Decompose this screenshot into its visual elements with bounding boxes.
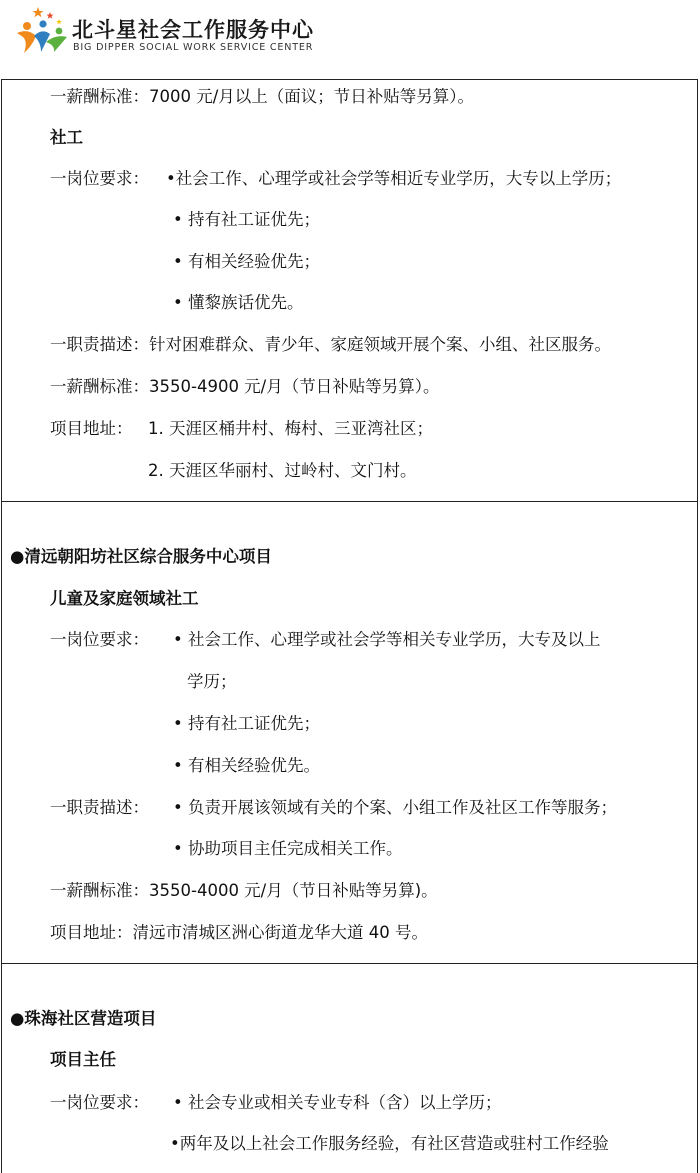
salary-line: 一薪酬标准：3550-4900 元/月（节日补贴等另算）。 <box>50 377 440 396</box>
role-title: 项目主任 <box>50 1050 116 1069</box>
project-title: ●珠海社区营造项目 <box>10 1009 157 1028</box>
requirement-item: •两年及以上社会工作服务经验，有社区营造或驻村工作经验 <box>170 1134 609 1153</box>
requirement-item: • 社会工作、心理学或社会学等相关专业学历，大专及以上 <box>173 630 601 649</box>
requirement-item: • 有相关经验优先。 <box>173 756 320 775</box>
requirement-item: •社会工作、心理学或社会学等相近专业学历，大专以上学历； <box>166 169 622 188</box>
duty-label: 一职责描述： <box>50 798 149 817</box>
big-dipper-logo-icon <box>14 6 70 56</box>
requirement-label: 一岗位要求： <box>50 169 149 188</box>
requirement-item-cont: 学历； <box>187 672 237 691</box>
page-header <box>0 0 700 78</box>
requirement-item: • 社会专业或相关专业专科（含）以上学历； <box>173 1093 502 1112</box>
address-line: 项目地址：清远市清城区洲心街道龙华大道 40 号。 <box>50 923 428 942</box>
project-title: ●清远朝阳坊社区综合服务中心项目 <box>10 547 272 566</box>
address-item: 1. 天涯区桶井村、梅村、三亚湾社区； <box>148 419 433 438</box>
requirement-item: • 有相关经验优先； <box>173 252 320 271</box>
address-label: 项目地址： <box>50 419 133 438</box>
prev-salary-line: 一薪酬标准：7000 元/月以上（面议；节日补贴等另算）。 <box>50 87 475 106</box>
role-title: 社工 <box>50 128 83 147</box>
duty-line: 一职责描述：针对困难群众、青少年、家庭领域开展个案、小组、社区服务。 <box>50 335 611 354</box>
requirement-item: • 懂黎族话优先。 <box>173 293 304 312</box>
salary-line: 一薪酬标准：3550-4000 元/月（节日补贴等另算)。 <box>50 881 438 900</box>
org-name-en: BIG DIPPER SOCIAL WORK SERVICE CENTER <box>73 42 314 53</box>
address-item: 2. 天涯区华丽村、过岭村、文门村。 <box>148 461 417 480</box>
role-title: 儿童及家庭领域社工 <box>50 589 199 608</box>
duty-item: • 负责开展该领域有关的个案、小组工作及社区工作等服务； <box>173 798 617 817</box>
requirement-item: • 持有社工证优先； <box>173 210 320 229</box>
requirement-label: 一岗位要求： <box>50 630 149 649</box>
duty-item: • 协助项目主任完成相关工作。 <box>173 839 403 858</box>
org-name-cn: 北斗星社会工作服务中心 <box>72 18 314 42</box>
requirement-item: • 持有社工证优先； <box>173 714 320 733</box>
requirement-label: 一岗位要求： <box>50 1093 149 1112</box>
